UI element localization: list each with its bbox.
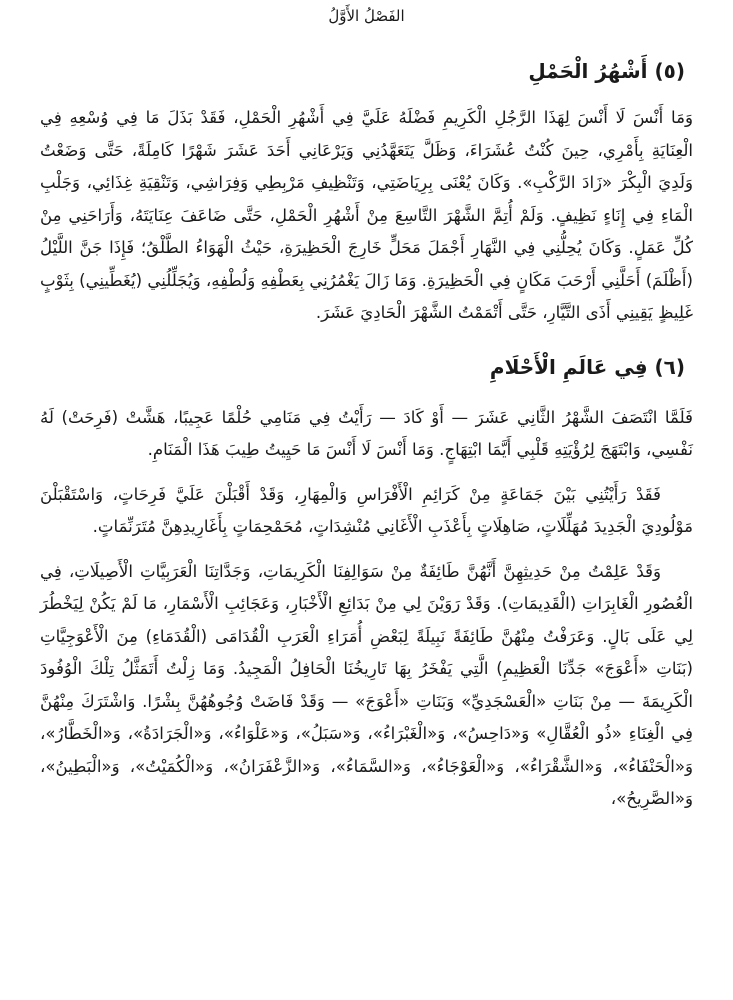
section-6-paragraph-1: فَلَمَّا انْتَصَفَ الشَّهْرُ الثَّانِي عَشَرَ — أَوْ كَادَ — رَأَيْتُ فِي مَنَامِي حُلْمًا عَجِيبًا، هَشَّتْ (فَرِحَتْ) لَهُ نَفْسِي، وَابْتَهَجَ لِرُؤْيَتِهِ قَلْبِي أَيَّمَا ابْتِهَاجٍ. وَمَا أَنْسَ لَا أَنْسَ مَا حَيِيتُ طِيبَ هَذَا الْمَنَامِ. <box>40 407 693 459</box>
running-header: الفَصْلُ الأَوَّلُ <box>328 7 405 25</box>
section-5-title: (٥) أَشْهُرُ الْحَمْلِ <box>528 59 685 83</box>
section-5-paragraph-1: وَمَا أَنْسَ لَا أَنْسَ لِهَذَا الرَّجُلِ الْكَرِيمِ فَضْلَهُ عَلَيَّ فِي أَشْهُرِ الْحَمْلِ، فَقَدْ بَذَلَ مَا فِي وُسْعِهِ فِي الْعِنَايَةِ بِأَمْرِي، حِينَ كُنْتُ عُشَرَاءَ، وَظَلَّ يَتَعَهَّدُنِي وَيَرْعَانِي أَحَدَ عَشَرَ شَهْرًا كَامِلَةً، حَتَّى وَضَعْتُ وَلَدِيَ الْبِكْرَ «زَادَ الرَّكْبِ». وَكَانَ يُعْنَى بِرِيَاضَتِي، وَتَنْظِيفِ مَرْبِطِي وَفِرَاشِي، وَتَنْقِيَةِ غِذَائِي، وَجَلْبِ الْمَاءِ فِي إِنَاءٍ نَظِيفٍ. وَلَمْ أُتِمَّ الشَّهْرَ التَّاسِعَ مِنْ أَشْهُرِ الْحَمْلِ، حَتَّى ضَاعَفَ عِنَايَتَهُ، وَأَرَاحَنِي مِنْ كُلِّ عَمَلٍ. وَكَانَ يُحِلُّنِي فِي النَّهَارِ أَجْمَلَ مَحَلٍّ خَارِجَ الْحَظِيرَةِ، حَيْثُ الْهَوَاءُ الطَّلْقُ؛ فَإِذَا جَنَّ اللَّيْلُ (أَظْلَمَ) أَحَلَّنِي أَرْحَبَ مَكَانٍ فِي الْحَظِيرَةِ. وَمَا زَالَ يَغْمُرُنِي بِعَطْفِهِ وَلُطْفِهِ، وَيُجَلِّلُنِي (يُغَطِّينِي) بِثَوْبٍ غَلِيظٍ يَقِينِي أَذَى التَّيَّارِ، حَتَّى أَتْمَمْتُ الشَّهْرَ الْحَادِيَ عَشَرَ. <box>40 108 693 322</box>
section-6-paragraph-2: فَقَدْ رَأَيْتُنِي بَيْنَ جَمَاعَةٍ مِنْ كَرَائِمِ الْأَفْرَاسِ وَالْمِهَارِ، وَقَدْ أَقْبَلْنَ عَلَيَّ فَرِحَاتٍ، وَاسْتَقْبَلْنَ مَوْلُودِيَ الْجَدِيدَ مُهَلِّلَاتٍ، صَاهِلَاتٍ بِأَعْذَبِ الْأَغَانِي مُنْشِدَاتٍ، مُحَمْحِمَاتٍ بِأَغَارِيدِهِنَّ مُتَرَنِّمَاتٍ. <box>40 484 693 536</box>
section-6-paragraph-3: وَقَدْ عَلِمْتُ مِنْ حَدِيثِهِنَّ أَنَّهُنَّ طَائِفَةٌ مِنْ سَوَالِفِنَا الْكَرِيمَاتِ، وَجَدَّاتِنَا الْعَرَبِيَّاتِ الْأَصِيلَاتِ، فِي الْعُصُورِ الْغَابِرَاتِ (الْقَدِيمَاتِ). وَقَدْ رَوَيْنَ لِي مِنْ بَدَائِعِ الْأَخْبَارِ، وَعَجَائِبِ الْأَسْمَارِ، مَا لَمْ يَكُنْ لِيَخْطُرَ لِي عَلَى بَالٍ. وَعَرَفْتُ مِنْهُنَّ طَائِفَةً نَبِيلَةً لِبَعْضِ أُمَرَاءِ الْعَرَبِ الْقُدَامَى (الْقُدَمَاءِ) مِنَ الْأَعْوَجِيَّاتِ (بَنَاتِ «أَعْوَجَ» جَدِّنَا الْعَظِيمِ) الَّتِي يَفْخَرُ بِهَا تَارِيخُنَا الْحَافِلُ الْمَجِيدُ. وَمَا زِلْتُ أَتَمَثَّلُ تِلْكَ الْوُفُودَ الْكَرِيمَةَ — مِنْ بَنَاتِ «الْعَسْجَدِيِّ» وَبَنَاتِ «أَعْوَجَ» — وَقَدْ فَاضَتْ وُجُوهُهُنَّ بِشْرًا. وَاشْتَرَكَ مِنْهُنَّ فِي الْغِنَاءِ «ذُو الْعُقَّالِ» وَ«دَاحِسُ»، وَ«الْغَبْرَاءُ»، وَ«سَبَلُ»، وَ«عَلْوَاءُ»، وَ«الْجَرَادَةُ»، وَ«الْخَطَّارُ»، وَ«الْحَنْفَاءُ»، وَ«الشَّقْرَاءُ»، وَ«الْعَوْجَاءُ»، وَ«السَّمَاءُ»، وَ«الزَّعْفَرَانُ»، وَ«الْكُمَيْتُ»، وَ«الْبَطِينُ»، وَ«الصَّرِيحُ»، <box>40 561 693 808</box>
section-6-title: (٦) فِي عَالَمِ الْأَحْلَامِ <box>489 354 685 379</box>
